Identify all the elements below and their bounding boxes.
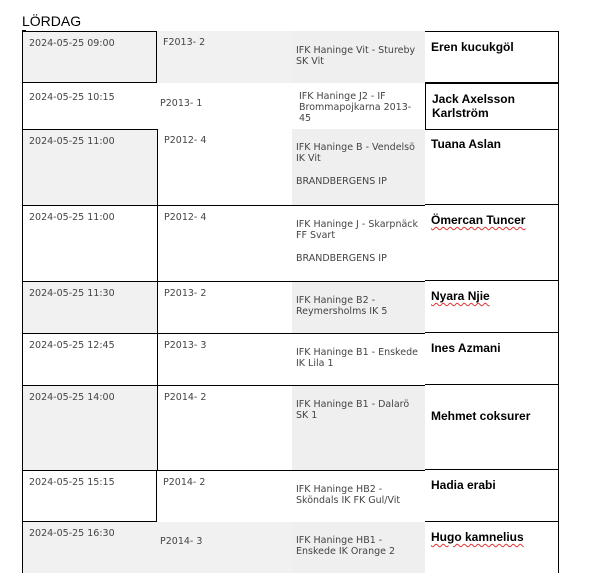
table-row-team: P2014- 2 (157, 470, 292, 522)
referee-name: Ömercan Tuncer (431, 213, 526, 227)
table-row-referee (425, 205, 559, 281)
referee-name: Tuana Aslan (431, 137, 502, 151)
table-row-referee (425, 281, 559, 333)
match-label: IFK Haninge B1 - Enskede IK Lila 1 (296, 347, 418, 369)
table-row-match (292, 281, 425, 333)
table-row-team: P2014- 3 (157, 522, 292, 573)
table-row-match (292, 385, 425, 470)
table-row-match (292, 205, 425, 281)
table-row-referee (425, 470, 559, 522)
table-row-datetime: 2024-05-25 11:00 (22, 205, 157, 281)
table-row-referee (425, 83, 559, 130)
table-row-match (292, 522, 425, 573)
referee-name: Jack Axelsson Karlström (432, 92, 515, 120)
table-row-team: P2013- 1 (160, 98, 203, 109)
table-row-referee (425, 385, 559, 470)
venue-label: BRANDBERGENS IP (296, 253, 387, 264)
table-row-team: P2012- 4 (157, 129, 292, 205)
table-row-referee (425, 129, 559, 205)
referee-name: Hadia erabi (431, 478, 496, 492)
match-label: IFK Haninge B - Vendelsö IK Vit (296, 142, 415, 164)
table-row-match (292, 31, 425, 83)
table-row-datetime: 2024-05-25 11:30 (22, 281, 157, 333)
table-row-referee (425, 522, 559, 573)
table-row-datetime: 2024-05-25 11:00 (22, 129, 157, 205)
table-row-match (292, 333, 425, 385)
table-row-datetime: 2024-05-25 09:00 (22, 31, 157, 83)
match-label: IFK Haninge B2 - Reymersholms IK 5 (296, 295, 388, 317)
table-row-team: P2014- 2 (157, 385, 292, 470)
table-row-match (292, 129, 425, 205)
referee-name: Eren kucukgöl (431, 40, 514, 54)
day-heading: LÖRDAG (22, 13, 82, 29)
match-label: IFK Haninge Vit - Stureby SK Vit (296, 45, 416, 67)
table-row-team: P2013- 2 (157, 281, 292, 333)
table-row-team: P2013- 3 (157, 333, 292, 385)
table-row-match (292, 470, 425, 522)
table-row-match (292, 83, 425, 129)
table-row-datetime: 2024-05-25 10:15 (22, 83, 157, 129)
table-row-referee (425, 333, 559, 385)
table-row-team: F2013- 2 (157, 31, 292, 83)
referee-name: Ines Azmani (431, 341, 501, 355)
referee-name: Hugo kamnelius (431, 530, 524, 544)
venue-label: BRANDBERGENS IP (296, 176, 387, 187)
match-label: IFK Haninge B1 - Dalarö SK 1 (296, 399, 410, 421)
table-row-datetime: 2024-05-25 12:45 (22, 333, 157, 385)
match-label: IFK Haninge HB1 - Enskede IK Orange 2 (296, 535, 396, 557)
match-label: IFK Haninge J2 - IF Brommapojkarna 2013-45 (299, 91, 412, 124)
table-row-datetime: 2024-05-25 14:00 (22, 385, 157, 470)
table-row-team: P2012- 4 (157, 205, 292, 281)
referee-name: Mehmet coksurer (431, 409, 531, 423)
match-label: IFK Haninge J - Skarpnäck FF Svart (296, 219, 419, 241)
table-row-datetime: 2024-05-25 15:15 (22, 470, 157, 522)
match-label: IFK Haninge HB2 - Sköndals IK FK Gul/Vit (296, 484, 401, 506)
table-row-datetime: 2024-05-25 16:30 (22, 522, 157, 573)
table-row-referee (425, 31, 559, 83)
referee-name: Nyara Njie (431, 289, 490, 303)
